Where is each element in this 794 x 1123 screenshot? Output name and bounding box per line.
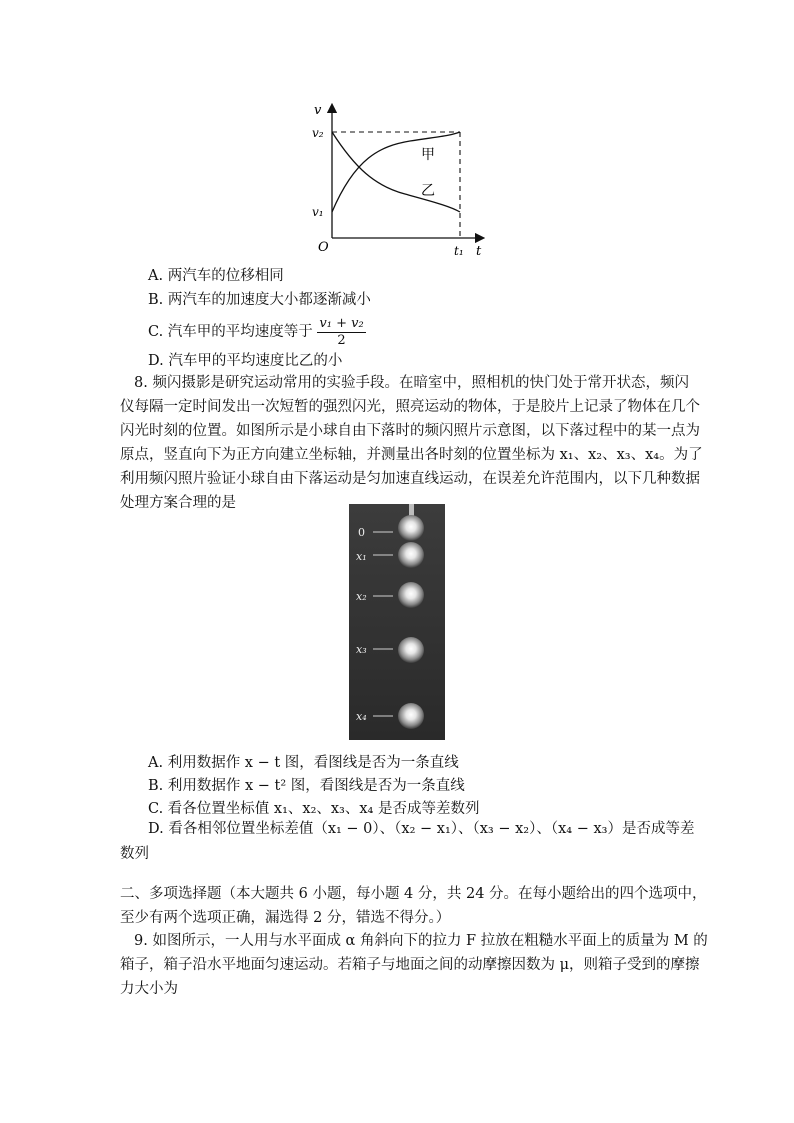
ball-0 [398, 515, 424, 541]
q9-line-3: 力大小为 [120, 981, 178, 997]
strobe-photo [349, 504, 445, 740]
section2-line-1: 二、多项选择题（本大题共 6 小题，每小题 4 分，共 24 分。在每小题给出的四个选项中， [120, 886, 707, 902]
q8-line-5: 利用频闪照片验证小球自由下落运动是匀加速直线运动，在误差允许范围内，以下几种数据 [120, 471, 700, 487]
q8-line-6: 处理方案合理的是 [120, 495, 236, 511]
fraction [317, 316, 365, 349]
q7-option-c [148, 312, 366, 352]
ball-1 [398, 542, 424, 568]
ball-2 [398, 582, 424, 608]
q8-option-d: D. 看各相邻位置坐标差值（x₁ − 0）、（x₂ − x₁）、（x₃ − x₂）、（x₄ − x₃）是否成等差 [148, 821, 695, 837]
q7-option-c-text: C. 汽车甲的平均速度等于 [148, 324, 313, 340]
q8-option-a: A. 利用数据作 x − t 图，看图线是否为一条直线 [148, 755, 459, 771]
photo-label-x3: x₃ [356, 643, 367, 656]
vt-graph [300, 98, 500, 263]
label-t1: t₁ [454, 244, 464, 258]
curve-jia [332, 132, 460, 212]
label-v1: v₁ [312, 205, 324, 219]
q8-option-c: C. 看各位置坐标值 x₁、x₂、x₃、x₄ 是否成等差数列 [148, 801, 480, 817]
label-t: t [476, 244, 482, 259]
q9-line-2: 箱子，箱子沿水平地面匀速运动。若箱子与地面之间的动摩擦因数为 μ，则箱子受到的摩擦 [120, 957, 700, 973]
q7-option-b: B. 两汽车的加速度大小都逐渐减小 [148, 292, 371, 308]
photo-label-0: 0 [358, 526, 365, 539]
q8-line-3: 闪光时刻的位置。如图所示是小球自由下落时的频闪照片示意图，以下落过程中的某一点为 [120, 423, 700, 439]
fraction-numerator: v₁ + v₂ [319, 315, 364, 331]
section2-line-2: 至少有两个选项正确，漏选得 2 分，错选不得分。） [120, 910, 451, 926]
q8-line-1: 8. 频闪摄影是研究运动常用的实验手段。在暗室中，照相机的快门处于常开状态，频闪 [134, 375, 689, 391]
label-jia: 甲 [421, 147, 435, 163]
q8-option-d-cont: 数列 [120, 846, 149, 862]
label-v2: v₂ [312, 126, 324, 140]
ball-3 [398, 637, 424, 663]
label-v: v [314, 103, 322, 118]
ball-4 [398, 703, 424, 729]
photo-label-x1: x₁ [356, 550, 367, 563]
fraction-denominator: 2 [337, 332, 346, 348]
photo-label-x2: x₂ [356, 590, 367, 603]
q9-line-1: 9. 如图所示，一人用与水平面成 α 角斜向下的拉力 F 拉放在粗糙水平面上的质量为 M 的 [134, 933, 708, 949]
q8-option-b: B. 利用数据作 x − t² 图，看图线是否为一条直线 [148, 778, 465, 794]
label-yi: 乙 [421, 183, 435, 199]
photo-label-x4: x₄ [356, 710, 367, 723]
q7-option-a: A. 两汽车的位移相同 [148, 268, 284, 284]
q8-line-4: 原点，竖直向下为正方向建立坐标轴，并测量出各时刻的位置坐标为 x₁、x₂、x₃、x₄。为了 [120, 447, 703, 463]
label-origin: O [318, 240, 329, 255]
q7-option-d: D. 汽车甲的平均速度比乙的小 [148, 353, 343, 369]
q8-line-2: 仪每隔一定时间发出一次短暂的强烈闪光，照亮运动的物体，于是胶片上记录了物体在几个 [120, 399, 700, 415]
